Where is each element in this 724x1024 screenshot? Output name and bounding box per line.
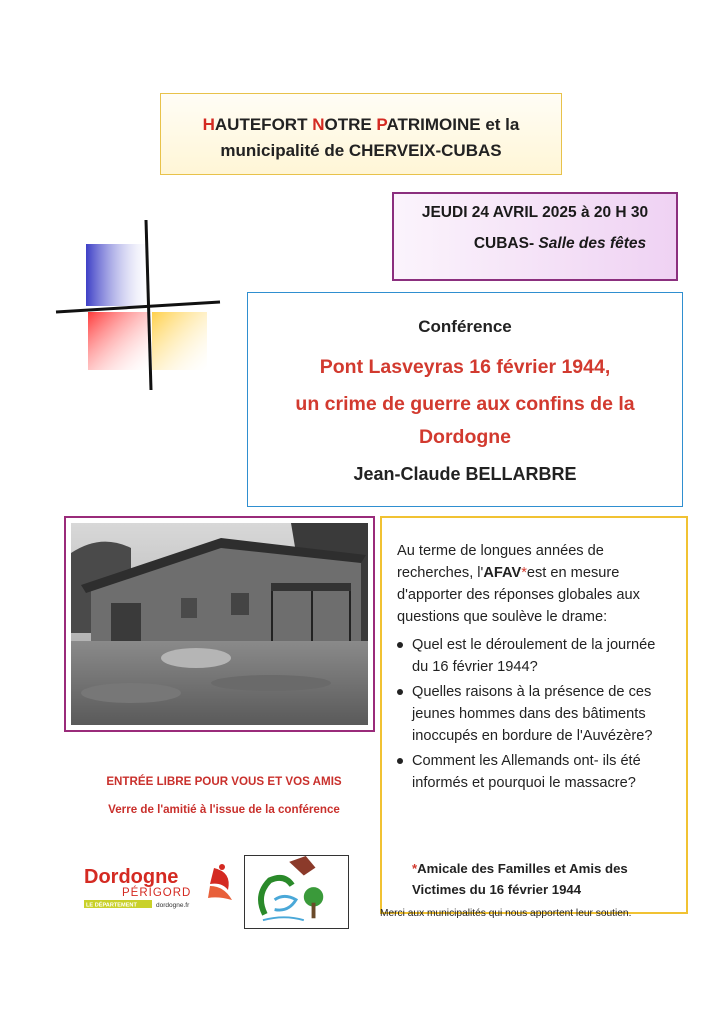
org-initial-h: H xyxy=(202,115,215,134)
blue-square xyxy=(86,244,148,306)
question-text: Quel est le déroulement de la journée du 16 février 1944? xyxy=(412,637,656,675)
logo-band: LE DÉPARTEMENT xyxy=(86,902,137,909)
lead-text-after: est en mesure d'apporter des réponses globales aux questions que soulève le drame: xyxy=(397,565,640,625)
conference-speaker: Jean-Claude BELLARBRE xyxy=(353,464,577,484)
event-venue: Salle des fêtes xyxy=(534,235,647,252)
event-date-box xyxy=(392,192,678,281)
list-item xyxy=(397,634,674,678)
bullet-icon xyxy=(397,642,403,648)
red-square xyxy=(88,312,148,370)
org-and: et la xyxy=(480,115,520,134)
conference-label: Conférence xyxy=(418,317,512,336)
logo-name: Dordogne xyxy=(84,866,179,888)
yellow-square xyxy=(152,312,207,370)
list-item xyxy=(397,681,674,747)
conference-box xyxy=(247,292,683,507)
org-word-notre: OTRE xyxy=(324,115,377,134)
association-logo xyxy=(244,855,349,929)
sponsors-thanks: Merci aux municipalités qui nous apportent leur soutien. xyxy=(380,908,632,919)
conference-title-line-1: Pont Lasveyras 16 février 1944, xyxy=(319,356,611,378)
organizers-line-2: municipalité de CHERVEIX-CUBAS xyxy=(220,141,502,160)
reception-text: Verre de l'amitié à l'issue de la conférence xyxy=(108,803,340,816)
footnote-star: * xyxy=(412,861,418,876)
org-initial-p: P xyxy=(376,115,387,134)
event-date: JEUDI 24 AVRIL 2025 à 20 H 30 xyxy=(421,204,649,221)
photo-frame xyxy=(64,516,375,732)
description-box xyxy=(380,516,688,914)
bullet-icon xyxy=(397,689,403,695)
decorative-cross-graphic xyxy=(52,218,227,393)
question-text: Quelles raisons à la présence de ces jeunes hommes dans des bâtiments inoccupés en bordure de l'Auvézère? xyxy=(412,684,653,744)
bullet-icon xyxy=(397,758,403,764)
afav-footnote xyxy=(412,858,682,900)
logo-sub: PÉRIGORD xyxy=(122,887,192,899)
entry-info xyxy=(84,768,364,824)
conference-title-line-3: Dordogne xyxy=(418,426,512,448)
question-text: Comment les Allemands ont- ils été informés et pourquoi le massacre? xyxy=(412,753,641,791)
org-word-hautefort: AUTEFORT xyxy=(214,115,313,134)
org-word-patrimoine: ATRIMOINE xyxy=(386,115,481,134)
dordogne-perigord-logo xyxy=(82,862,242,912)
org-initial-n: N xyxy=(312,115,325,134)
question-list xyxy=(397,634,674,794)
afav-acronym: AFAV xyxy=(483,565,522,581)
organizers-line-1 xyxy=(161,112,561,138)
event-place: CUBAS- xyxy=(473,235,535,252)
historic-photo xyxy=(71,523,368,725)
logo-site: dordogne.fr xyxy=(156,902,190,909)
lead-text-before: Au terme de longues années de recherches, l' xyxy=(397,543,604,581)
conference-title-line-2: un crime de guerre aux confins de la xyxy=(295,393,635,415)
description-lead xyxy=(397,540,674,628)
afav-star: * xyxy=(521,565,527,581)
event-location xyxy=(394,235,676,253)
free-entry-text: ENTRÉE LIBRE POUR VOUS ET VOS AMIS xyxy=(106,775,342,788)
list-item xyxy=(397,750,674,794)
organizers-box xyxy=(160,93,562,175)
footnote-text: Amicale des Familles et Amis des Victimes du 16 février 1944 xyxy=(412,861,628,897)
